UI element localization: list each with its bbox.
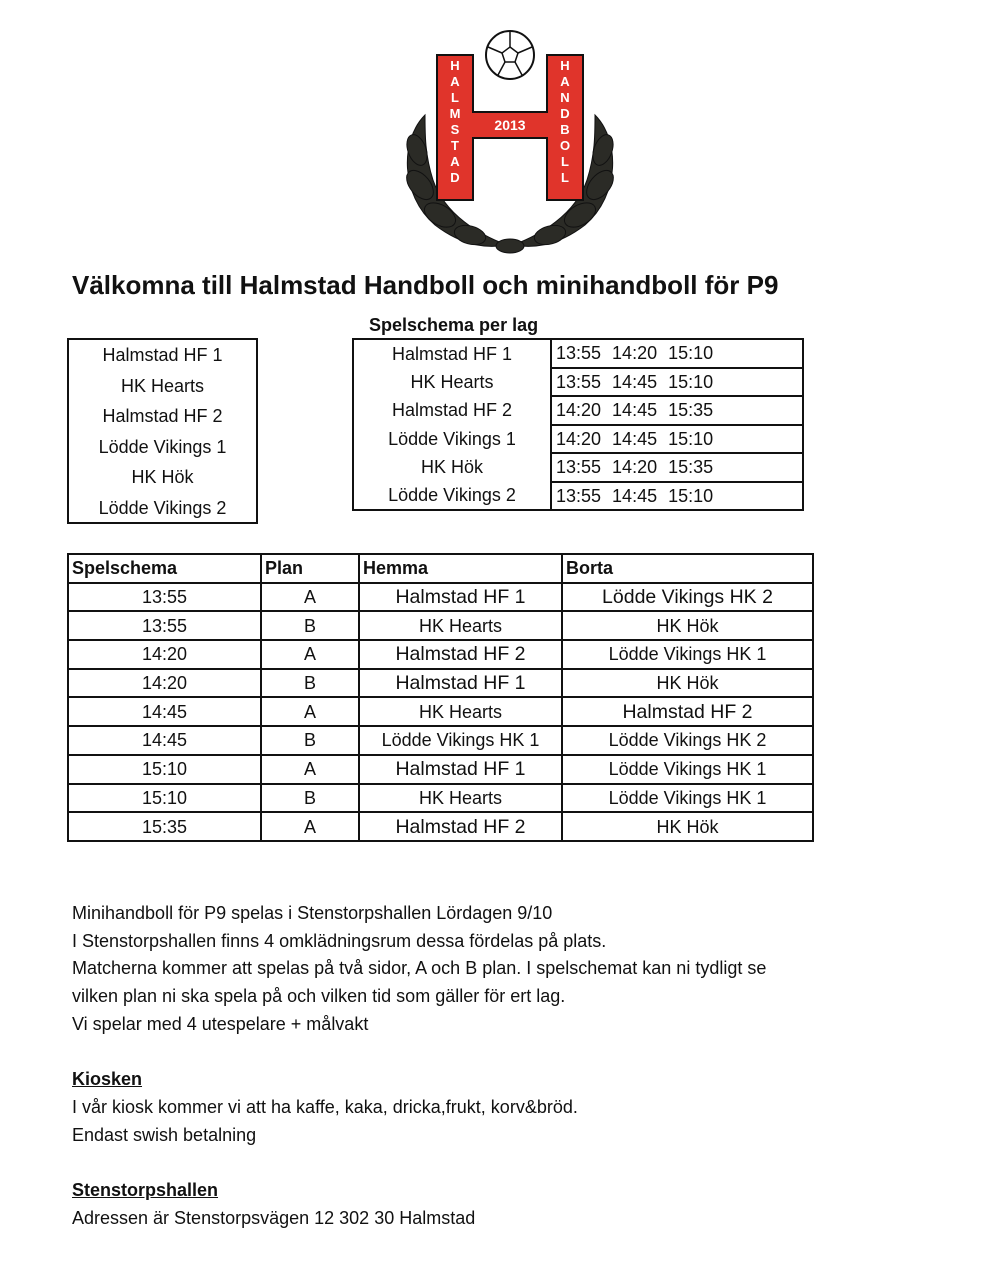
info-section	[72, 900, 952, 1232]
time-cell: 14:20	[68, 640, 261, 669]
away-team-cell: HK Hök	[562, 812, 813, 841]
venue-heading: Stenstorpshallen	[72, 1180, 219, 1200]
home-team-cell: Halmstad HF 2	[359, 640, 562, 669]
logo-left-text: H A L M S T A D	[449, 58, 461, 185]
away-team-cell: Lödde Vikings HK 1	[562, 640, 813, 669]
logo-right-text: H A N D B O L L	[559, 58, 571, 185]
time-cell: 15:10	[68, 755, 261, 784]
home-team-cell: HK Hearts	[359, 611, 562, 640]
plan-cell: A	[261, 640, 359, 669]
team-name-cell: Halmstad HF 2	[353, 396, 551, 425]
team-name-cell: Lödde Vikings 2	[353, 482, 551, 511]
team-name-cell: HK Hearts	[353, 368, 551, 397]
table-row	[353, 396, 803, 425]
info-line: vilken plan ni ska spela på och vilken tid som gäller för ert lag.	[72, 986, 566, 1007]
halmstad-handboll-logo	[395, 20, 625, 260]
column-header: Spelschema	[68, 554, 261, 583]
table-row	[68, 583, 813, 612]
table-row	[353, 339, 803, 368]
home-team-cell: Halmstad HF 1	[359, 755, 562, 784]
team-list-item: HK Hearts	[120, 375, 205, 396]
plan-cell: A	[261, 583, 359, 612]
plan-cell: A	[261, 697, 359, 726]
info-line: Vi spelar med 4 utespelare + målvakt	[72, 1013, 369, 1034]
plan-cell: B	[261, 726, 359, 755]
match-schedule-table	[67, 553, 814, 842]
table-row	[68, 784, 813, 813]
team-times-cell: 14:20 14:45 15:10	[551, 425, 803, 454]
plan-cell: A	[261, 812, 359, 841]
team-name-cell: Lödde Vikings 1	[353, 425, 551, 454]
away-team-cell: HK Hök	[562, 611, 813, 640]
team-schedule-table	[352, 338, 804, 511]
plan-cell: A	[261, 755, 359, 784]
home-team-cell: Lödde Vikings HK 1	[359, 726, 562, 755]
table-row	[353, 368, 803, 397]
table-row	[68, 755, 813, 784]
table-row	[353, 453, 803, 482]
column-header: Plan	[261, 554, 359, 583]
handball-icon	[486, 31, 534, 79]
table-row	[353, 482, 803, 511]
team-times-cell: 13:55 14:20 15:35	[551, 453, 803, 482]
column-header: Borta	[562, 554, 813, 583]
team-list-item: Halmstad HF 2	[102, 406, 223, 426]
plan-cell: B	[261, 669, 359, 698]
time-cell: 13:55	[68, 583, 261, 612]
home-team-cell: HK Hearts	[359, 784, 562, 813]
team-times-cell: 13:55 14:45 15:10	[551, 368, 803, 397]
team-times-cell: 13:55 14:20 15:10	[551, 339, 803, 368]
team-list-item: Lödde Vikings 2	[98, 497, 227, 518]
kiosk-heading: Kiosken	[72, 1069, 143, 1090]
table-header-row	[68, 554, 813, 583]
team-list	[67, 338, 258, 524]
table-row	[68, 611, 813, 640]
column-header: Hemma	[359, 554, 562, 583]
table-row	[68, 726, 813, 755]
team-times-cell: 13:55 14:45 15:10	[551, 482, 803, 511]
home-team-cell: Halmstad HF 2	[359, 812, 562, 841]
table-row	[68, 640, 813, 669]
time-cell: 13:55	[68, 611, 261, 640]
time-cell: 14:20	[68, 669, 261, 698]
table-row	[68, 697, 813, 726]
info-line: I Stenstorpshallen finns 4 omklädningsrum dessa fördelas på plats.	[72, 930, 607, 951]
table-row	[353, 425, 803, 454]
team-list-item: HK Hök	[131, 467, 194, 487]
schedule-subtitle: Spelschema per lag	[369, 315, 539, 335]
info-line: Matcherna kommer att spelas på två sidor, A och B plan. I spelschemat kan ni tydligt se	[72, 958, 767, 979]
time-cell: 14:45	[68, 697, 261, 726]
team-name-cell: HK Hök	[353, 453, 551, 482]
time-cell: 15:10	[68, 784, 261, 813]
table-row	[68, 669, 813, 698]
away-team-cell: Lödde Vikings HK 1	[562, 755, 813, 784]
time-cell: 15:35	[68, 812, 261, 841]
page-title: Välkomna till Halmstad Handboll och minihandboll för P9	[72, 270, 779, 300]
time-cell: 14:45	[68, 726, 261, 755]
home-team-cell: HK Hearts	[359, 697, 562, 726]
away-team-cell: Lödde Vikings HK 1	[562, 784, 813, 813]
away-team-cell: Lödde Vikings HK 2	[562, 726, 813, 755]
venue-address: Adressen är Stenstorpsvägen 12 302 30 Halmstad	[72, 1207, 476, 1228]
team-list-item: Lödde Vikings 1	[98, 436, 227, 457]
plan-cell: B	[261, 784, 359, 813]
logo-year: 2013	[494, 117, 526, 133]
team-times-cell: 14:20 14:45 15:35	[551, 396, 803, 425]
team-list-item: Halmstad HF 1	[102, 345, 223, 365]
kiosk-line: I vår kiosk kommer vi att ha kaffe, kaka, dricka,frukt, korv&bröd.	[72, 1096, 578, 1117]
plan-cell: B	[261, 611, 359, 640]
team-name-cell: Halmstad HF 1	[353, 339, 551, 368]
away-team-cell: Lödde Vikings HK 2	[562, 583, 813, 612]
home-team-cell: Halmstad HF 1	[359, 669, 562, 698]
away-team-cell: Halmstad HF 2	[562, 697, 813, 726]
away-team-cell: HK Hök	[562, 669, 813, 698]
info-line: Minihandboll för P9 spelas i Stenstorpshallen Lördagen 9/10	[72, 903, 553, 923]
table-row	[68, 812, 813, 841]
home-team-cell: Halmstad HF 1	[359, 583, 562, 612]
kiosk-line: Endast swish betalning	[72, 1124, 257, 1145]
